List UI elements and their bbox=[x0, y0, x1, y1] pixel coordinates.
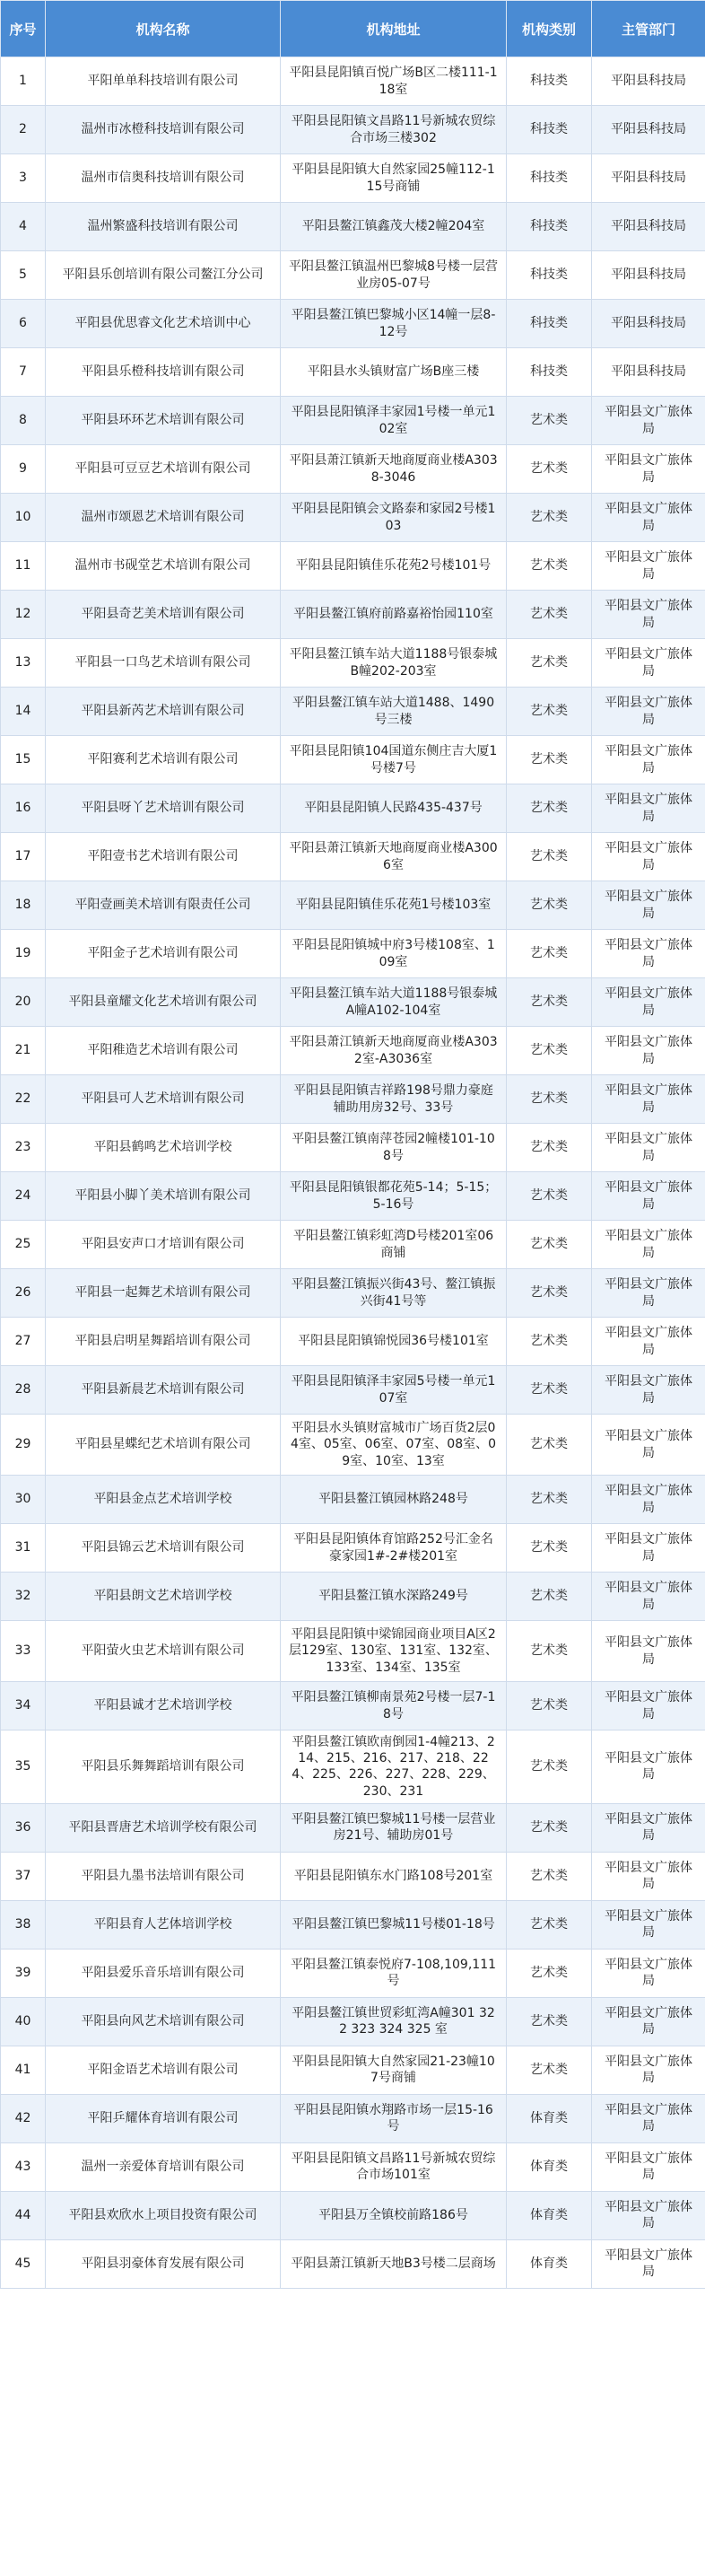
table-row bbox=[1, 1573, 705, 1621]
cell-category: 体育类 bbox=[507, 2142, 592, 2191]
cell-category: 艺术类 bbox=[507, 1027, 592, 1075]
table-row bbox=[1, 1803, 705, 1852]
cell-category: 科技类 bbox=[507, 300, 592, 348]
cell-department: 平阳县文广旅体局 bbox=[592, 1803, 705, 1852]
cell-name: 平阳县爱乐音乐培训有限公司 bbox=[46, 1949, 281, 1997]
cell-category: 艺术类 bbox=[507, 784, 592, 833]
cell-department: 平阳县文广旅体局 bbox=[592, 784, 705, 833]
cell-department: 平阳县文广旅体局 bbox=[592, 736, 705, 784]
table-row bbox=[1, 106, 705, 154]
cell-department: 平阳县科技局 bbox=[592, 251, 705, 300]
table-row bbox=[1, 2142, 705, 2191]
cell-department: 平阳县文广旅体局 bbox=[592, 1682, 705, 1730]
cell-address: 平阳县昆阳镇百悦广场B区二楼111-118室 bbox=[281, 57, 507, 106]
cell-department: 平阳县文广旅体局 bbox=[592, 1415, 705, 1476]
cell-department: 平阳县科技局 bbox=[592, 57, 705, 106]
cell-category: 科技类 bbox=[507, 251, 592, 300]
cell-address: 平阳县鳌江镇欧南倒园1-4幢213、214、215、216、217、218、224、225、226、227、228、229、230、231 bbox=[281, 1730, 507, 1804]
cell-address: 平阳县鳌江镇巴黎城11号楼一层营业房21号、辅助房01号 bbox=[281, 1803, 507, 1852]
cell-name: 平阳县锦云艺术培训有限公司 bbox=[46, 1524, 281, 1573]
table-row bbox=[1, 1221, 705, 1269]
table-row bbox=[1, 881, 705, 930]
cell-name: 平阳县羽豪体育发展有限公司 bbox=[46, 2239, 281, 2288]
cell-address: 平阳县昆阳镇吉祥路198号鼎力豪庭辅助用房32号、33号 bbox=[281, 1075, 507, 1124]
cell-index: 41 bbox=[1, 2046, 46, 2094]
table-row bbox=[1, 1476, 705, 1524]
table-row bbox=[1, 1900, 705, 1949]
table-row bbox=[1, 978, 705, 1027]
cell-name: 平阳县星蝶纪艺术培训有限公司 bbox=[46, 1415, 281, 1476]
cell-name: 平阳县乐橙科技培训有限公司 bbox=[46, 348, 281, 397]
cell-department: 平阳县文广旅体局 bbox=[592, 1318, 705, 1366]
cell-index: 17 bbox=[1, 833, 46, 881]
table-row bbox=[1, 2046, 705, 2094]
table-row bbox=[1, 1027, 705, 1075]
cell-index: 19 bbox=[1, 930, 46, 978]
cell-category: 艺术类 bbox=[507, 1415, 592, 1476]
cell-index: 28 bbox=[1, 1366, 46, 1415]
cell-department: 平阳县文广旅体局 bbox=[592, 1027, 705, 1075]
cell-department: 平阳县文广旅体局 bbox=[592, 1524, 705, 1573]
cell-address: 平阳县鳌江镇泰悦府7-108,109,111号 bbox=[281, 1949, 507, 1997]
cell-department: 平阳县文广旅体局 bbox=[592, 542, 705, 591]
cell-address: 平阳县昆阳镇大自然家园21-23幢107号商铺 bbox=[281, 2046, 507, 2094]
cell-department: 平阳县科技局 bbox=[592, 154, 705, 203]
cell-address: 平阳县萧江镇新天地商厦商业楼A3038-3046 bbox=[281, 445, 507, 494]
table-row bbox=[1, 251, 705, 300]
cell-name: 平阳赛利艺术培训有限公司 bbox=[46, 736, 281, 784]
cell-address: 平阳县昆阳镇城中府3号楼108室、109室 bbox=[281, 930, 507, 978]
cell-department: 平阳县文广旅体局 bbox=[592, 1124, 705, 1172]
cell-name: 温州一亲爱体育培训有限公司 bbox=[46, 2142, 281, 2191]
cell-department: 平阳县文广旅体局 bbox=[592, 1476, 705, 1524]
cell-category: 科技类 bbox=[507, 348, 592, 397]
table-row bbox=[1, 1075, 705, 1124]
cell-name: 平阳县启明星舞蹈培训有限公司 bbox=[46, 1318, 281, 1366]
cell-category: 艺术类 bbox=[507, 1366, 592, 1415]
cell-name: 平阳县小脚丫美术培训有限公司 bbox=[46, 1172, 281, 1221]
cell-index: 33 bbox=[1, 1621, 46, 1682]
cell-index: 31 bbox=[1, 1524, 46, 1573]
cell-name: 平阳萤火虫艺术培训有限公司 bbox=[46, 1621, 281, 1682]
cell-index: 5 bbox=[1, 251, 46, 300]
cell-name: 温州市信奥科技培训有限公司 bbox=[46, 154, 281, 203]
cell-name: 平阳壹书艺术培训有限公司 bbox=[46, 833, 281, 881]
cell-department: 平阳县文广旅体局 bbox=[592, 1900, 705, 1949]
cell-category: 科技类 bbox=[507, 106, 592, 154]
cell-index: 4 bbox=[1, 203, 46, 251]
cell-address: 平阳县昆阳镇人民路435-437号 bbox=[281, 784, 507, 833]
cell-category: 艺术类 bbox=[507, 833, 592, 881]
cell-name: 平阳县向风艺术培训有限公司 bbox=[46, 1997, 281, 2046]
cell-name: 平阳县鹤鸣艺术培训学校 bbox=[46, 1124, 281, 1172]
cell-department: 平阳县文广旅体局 bbox=[592, 833, 705, 881]
header-address: 机构地址 bbox=[281, 1, 507, 57]
cell-department: 平阳县文广旅体局 bbox=[592, 881, 705, 930]
cell-category: 艺术类 bbox=[507, 1803, 592, 1852]
cell-department: 平阳县科技局 bbox=[592, 106, 705, 154]
cell-address: 平阳县鳌江镇巴黎城小区14幢一层8-12号 bbox=[281, 300, 507, 348]
table-row bbox=[1, 494, 705, 542]
cell-address: 平阳县鳌江镇世贸彩虹湾A幢301 322 323 324 325 室 bbox=[281, 1997, 507, 2046]
cell-address: 平阳县鳌江镇巴黎城11号楼01-18号 bbox=[281, 1900, 507, 1949]
header-department: 主管部门 bbox=[592, 1, 705, 57]
cell-department: 平阳县文广旅体局 bbox=[592, 1366, 705, 1415]
cell-index: 7 bbox=[1, 348, 46, 397]
cell-name: 平阳县金点艺术培训学校 bbox=[46, 1476, 281, 1524]
cell-index: 43 bbox=[1, 2142, 46, 2191]
table-row bbox=[1, 1949, 705, 1997]
cell-name: 平阳县可豆豆艺术培训有限公司 bbox=[46, 445, 281, 494]
cell-department: 平阳县文广旅体局 bbox=[592, 1997, 705, 2046]
table-row bbox=[1, 591, 705, 639]
cell-address: 平阳县鳌江镇彩虹湾D号楼201室06商铺 bbox=[281, 1221, 507, 1269]
table-row bbox=[1, 203, 705, 251]
cell-name: 平阳县一口鸟艺术培训有限公司 bbox=[46, 639, 281, 688]
cell-address: 平阳县鳌江镇鑫茂大楼2幢204室 bbox=[281, 203, 507, 251]
cell-name: 平阳县新晨艺术培训有限公司 bbox=[46, 1366, 281, 1415]
cell-name: 平阳县诚才艺术培训学校 bbox=[46, 1682, 281, 1730]
cell-name: 温州市颂恩艺术培训有限公司 bbox=[46, 494, 281, 542]
cell-name: 温州市冰橙科技培训有限公司 bbox=[46, 106, 281, 154]
cell-address: 平阳县万全镇校前路186号 bbox=[281, 2191, 507, 2239]
cell-address: 平阳县昆阳镇体育馆路252号汇金名豪家园1#-2#楼201室 bbox=[281, 1524, 507, 1573]
cell-address: 平阳县鳌江镇南萍苍园2幢楼101-108号 bbox=[281, 1124, 507, 1172]
cell-category: 科技类 bbox=[507, 57, 592, 106]
table-row bbox=[1, 1172, 705, 1221]
cell-name: 平阳乒耀体育培训有限公司 bbox=[46, 2094, 281, 2142]
cell-department: 平阳县文广旅体局 bbox=[592, 445, 705, 494]
table-body bbox=[1, 57, 705, 2289]
cell-index: 29 bbox=[1, 1415, 46, 1476]
table-row bbox=[1, 348, 705, 397]
cell-category: 艺术类 bbox=[507, 1124, 592, 1172]
cell-index: 21 bbox=[1, 1027, 46, 1075]
cell-address: 平阳县昆阳镇锦悦园36号楼101室 bbox=[281, 1318, 507, 1366]
cell-address: 平阳县昆阳镇银都花苑5-14；5-15；5-16号 bbox=[281, 1172, 507, 1221]
cell-name: 平阳壹画美术培训有限责任公司 bbox=[46, 881, 281, 930]
cell-address: 平阳县萧江镇新天地商厦商业楼A3032室-A3036室 bbox=[281, 1027, 507, 1075]
cell-name: 平阳县呀丫艺术培训有限公司 bbox=[46, 784, 281, 833]
cell-category: 艺术类 bbox=[507, 736, 592, 784]
cell-name: 平阳县晋唐艺术培训学校有限公司 bbox=[46, 1803, 281, 1852]
cell-index: 10 bbox=[1, 494, 46, 542]
header-name: 机构名称 bbox=[46, 1, 281, 57]
cell-name: 平阳县育人艺体培训学校 bbox=[46, 1900, 281, 1949]
cell-name: 平阳金语艺术培训有限公司 bbox=[46, 2046, 281, 2094]
table-row bbox=[1, 1524, 705, 1573]
cell-index: 42 bbox=[1, 2094, 46, 2142]
cell-address: 平阳县鳌江镇水深路249号 bbox=[281, 1573, 507, 1621]
cell-department: 平阳县文广旅体局 bbox=[592, 639, 705, 688]
cell-name: 平阳县乐创培训有限公司鳌江分公司 bbox=[46, 251, 281, 300]
cell-address: 平阳县鳌江镇振兴街43号、鳌江镇振兴街41号等 bbox=[281, 1269, 507, 1318]
table-header-row bbox=[1, 1, 705, 57]
table-row bbox=[1, 2191, 705, 2239]
cell-category: 艺术类 bbox=[507, 542, 592, 591]
cell-address: 平阳县鳌江镇车站大道1188号银泰城B幢202-203室 bbox=[281, 639, 507, 688]
cell-department: 平阳县文广旅体局 bbox=[592, 591, 705, 639]
table-row bbox=[1, 736, 705, 784]
cell-index: 25 bbox=[1, 1221, 46, 1269]
cell-category: 艺术类 bbox=[507, 1621, 592, 1682]
cell-department: 平阳县文广旅体局 bbox=[592, 978, 705, 1027]
cell-address: 平阳县鳌江镇园林路248号 bbox=[281, 1476, 507, 1524]
cell-index: 16 bbox=[1, 784, 46, 833]
table-row bbox=[1, 1415, 705, 1476]
cell-department: 平阳县文广旅体局 bbox=[592, 2094, 705, 2142]
table-row bbox=[1, 154, 705, 203]
cell-department: 平阳县文广旅体局 bbox=[592, 1573, 705, 1621]
cell-category: 艺术类 bbox=[507, 688, 592, 736]
cell-category: 艺术类 bbox=[507, 591, 592, 639]
cell-address: 平阳县昆阳镇中梁锦园商业项目A区2层129室、130室、131室、132室、133室、134室、135室 bbox=[281, 1621, 507, 1682]
cell-index: 44 bbox=[1, 2191, 46, 2239]
cell-index: 2 bbox=[1, 106, 46, 154]
cell-name: 温州市书砚堂艺术培训有限公司 bbox=[46, 542, 281, 591]
cell-category: 艺术类 bbox=[507, 1075, 592, 1124]
cell-category: 艺术类 bbox=[507, 1318, 592, 1366]
cell-category: 艺术类 bbox=[507, 1172, 592, 1221]
cell-category: 体育类 bbox=[507, 2094, 592, 2142]
cell-index: 8 bbox=[1, 397, 46, 445]
cell-department: 平阳县文广旅体局 bbox=[592, 1852, 705, 1900]
cell-department: 平阳县文广旅体局 bbox=[592, 1730, 705, 1804]
cell-category: 艺术类 bbox=[507, 1730, 592, 1804]
cell-index: 35 bbox=[1, 1730, 46, 1804]
cell-index: 30 bbox=[1, 1476, 46, 1524]
header-category: 机构类别 bbox=[507, 1, 592, 57]
cell-address: 平阳县昆阳镇104国道东侧庄吉大厦1号楼7号 bbox=[281, 736, 507, 784]
cell-department: 平阳县科技局 bbox=[592, 300, 705, 348]
table-row bbox=[1, 1318, 705, 1366]
cell-department: 平阳县文广旅体局 bbox=[592, 1949, 705, 1997]
cell-category: 艺术类 bbox=[507, 1476, 592, 1524]
cell-index: 18 bbox=[1, 881, 46, 930]
cell-category: 艺术类 bbox=[507, 2046, 592, 2094]
table-row bbox=[1, 1124, 705, 1172]
header-index: 序号 bbox=[1, 1, 46, 57]
cell-address: 平阳县昆阳镇会文路泰和家园2号楼103 bbox=[281, 494, 507, 542]
cell-category: 艺术类 bbox=[507, 1682, 592, 1730]
cell-department: 平阳县文广旅体局 bbox=[592, 1075, 705, 1124]
cell-index: 15 bbox=[1, 736, 46, 784]
cell-category: 艺术类 bbox=[507, 639, 592, 688]
table-row bbox=[1, 542, 705, 591]
cell-category: 体育类 bbox=[507, 2191, 592, 2239]
table-row bbox=[1, 397, 705, 445]
cell-index: 37 bbox=[1, 1852, 46, 1900]
table-row bbox=[1, 1730, 705, 1804]
cell-department: 平阳县文广旅体局 bbox=[592, 1172, 705, 1221]
cell-name: 平阳县优思睿文化艺术培训中心 bbox=[46, 300, 281, 348]
table-row bbox=[1, 1269, 705, 1318]
cell-category: 艺术类 bbox=[507, 1573, 592, 1621]
cell-department: 平阳县科技局 bbox=[592, 348, 705, 397]
cell-category: 艺术类 bbox=[507, 1221, 592, 1269]
cell-address: 平阳县昆阳镇大自然家园25幢112-115号商铺 bbox=[281, 154, 507, 203]
cell-index: 9 bbox=[1, 445, 46, 494]
cell-name: 平阳县一起舞艺术培训有限公司 bbox=[46, 1269, 281, 1318]
cell-category: 艺术类 bbox=[507, 1949, 592, 1997]
table-row bbox=[1, 1682, 705, 1730]
cell-index: 14 bbox=[1, 688, 46, 736]
cell-index: 38 bbox=[1, 1900, 46, 1949]
cell-address: 平阳县昆阳镇佳乐花苑1号楼103室 bbox=[281, 881, 507, 930]
cell-name: 平阳县九墨书法培训有限公司 bbox=[46, 1852, 281, 1900]
cell-index: 20 bbox=[1, 978, 46, 1027]
cell-department: 平阳县文广旅体局 bbox=[592, 397, 705, 445]
cell-address: 平阳县鳌江镇车站大道1488、1490号三楼 bbox=[281, 688, 507, 736]
cell-name: 温州繁盛科技培训有限公司 bbox=[46, 203, 281, 251]
cell-category: 科技类 bbox=[507, 154, 592, 203]
cell-index: 13 bbox=[1, 639, 46, 688]
cell-category: 艺术类 bbox=[507, 397, 592, 445]
cell-address: 平阳县鳌江镇府前路嘉裕怡园110室 bbox=[281, 591, 507, 639]
cell-index: 45 bbox=[1, 2239, 46, 2288]
cell-address: 平阳县鳌江镇柳南景苑2号楼一层7-18号 bbox=[281, 1682, 507, 1730]
cell-department: 平阳县文广旅体局 bbox=[592, 930, 705, 978]
table-row bbox=[1, 1366, 705, 1415]
cell-index: 26 bbox=[1, 1269, 46, 1318]
cell-name: 平阳县奇艺美术培训有限公司 bbox=[46, 591, 281, 639]
cell-name: 平阳金子艺术培训有限公司 bbox=[46, 930, 281, 978]
cell-index: 6 bbox=[1, 300, 46, 348]
cell-category: 艺术类 bbox=[507, 494, 592, 542]
cell-department: 平阳县文广旅体局 bbox=[592, 494, 705, 542]
cell-category: 艺术类 bbox=[507, 1852, 592, 1900]
cell-name: 平阳单单科技培训有限公司 bbox=[46, 57, 281, 106]
table-row bbox=[1, 1997, 705, 2046]
table-row bbox=[1, 300, 705, 348]
table-row bbox=[1, 784, 705, 833]
table-row bbox=[1, 2239, 705, 2288]
cell-category: 艺术类 bbox=[507, 881, 592, 930]
cell-category: 艺术类 bbox=[507, 978, 592, 1027]
cell-index: 3 bbox=[1, 154, 46, 203]
cell-name: 平阳县可人艺术培训有限公司 bbox=[46, 1075, 281, 1124]
cell-index: 12 bbox=[1, 591, 46, 639]
table-row bbox=[1, 57, 705, 106]
cell-category: 艺术类 bbox=[507, 1524, 592, 1573]
cell-name: 平阳县乐舞舞蹈培训有限公司 bbox=[46, 1730, 281, 1804]
cell-address: 平阳县昆阳镇佳乐花苑2号楼101号 bbox=[281, 542, 507, 591]
cell-address: 平阳县昆阳镇水翔路市场一层15-16号 bbox=[281, 2094, 507, 2142]
table-row bbox=[1, 2094, 705, 2142]
cell-name: 平阳县童耀文化艺术培训有限公司 bbox=[46, 978, 281, 1027]
cell-index: 22 bbox=[1, 1075, 46, 1124]
cell-department: 平阳县文广旅体局 bbox=[592, 1221, 705, 1269]
table-row bbox=[1, 833, 705, 881]
cell-department: 平阳县科技局 bbox=[592, 203, 705, 251]
cell-department: 平阳县文广旅体局 bbox=[592, 2239, 705, 2288]
cell-name: 平阳县朗文艺术培训学校 bbox=[46, 1573, 281, 1621]
cell-address: 平阳县鳌江镇车站大道1188号银泰城A幢A102-104室 bbox=[281, 978, 507, 1027]
cell-name: 平阳稚造艺术培训有限公司 bbox=[46, 1027, 281, 1075]
cell-index: 1 bbox=[1, 57, 46, 106]
cell-category: 科技类 bbox=[507, 203, 592, 251]
cell-name: 平阳县环环艺术培训有限公司 bbox=[46, 397, 281, 445]
cell-name: 平阳县新芮艺术培训有限公司 bbox=[46, 688, 281, 736]
cell-department: 平阳县文广旅体局 bbox=[592, 1269, 705, 1318]
cell-index: 11 bbox=[1, 542, 46, 591]
table-row bbox=[1, 639, 705, 688]
cell-category: 艺术类 bbox=[507, 1269, 592, 1318]
cell-index: 34 bbox=[1, 1682, 46, 1730]
cell-index: 36 bbox=[1, 1803, 46, 1852]
cell-address: 平阳县昆阳镇文昌路11号新城农贸综合市场三楼302 bbox=[281, 106, 507, 154]
cell-category: 艺术类 bbox=[507, 1900, 592, 1949]
cell-department: 平阳县文广旅体局 bbox=[592, 2046, 705, 2094]
cell-index: 39 bbox=[1, 1949, 46, 1997]
table-row bbox=[1, 1621, 705, 1682]
cell-category: 艺术类 bbox=[507, 930, 592, 978]
cell-name: 平阳县安声口才培训有限公司 bbox=[46, 1221, 281, 1269]
cell-index: 23 bbox=[1, 1124, 46, 1172]
table-row bbox=[1, 688, 705, 736]
cell-category: 艺术类 bbox=[507, 445, 592, 494]
cell-address: 平阳县萧江镇新天地商厦商业楼A3006室 bbox=[281, 833, 507, 881]
cell-index: 32 bbox=[1, 1573, 46, 1621]
table-row bbox=[1, 930, 705, 978]
table-row bbox=[1, 1852, 705, 1900]
cell-category: 艺术类 bbox=[507, 1997, 592, 2046]
cell-address: 平阳县水头镇财富广场B座三楼 bbox=[281, 348, 507, 397]
table-row bbox=[1, 445, 705, 494]
cell-department: 平阳县文广旅体局 bbox=[592, 1621, 705, 1682]
cell-address: 平阳县萧江镇新天地B3号楼二层商场 bbox=[281, 2239, 507, 2288]
cell-name: 平阳县欢欣水上项目投资有限公司 bbox=[46, 2191, 281, 2239]
cell-address: 平阳县昆阳镇东水门路108号201室 bbox=[281, 1852, 507, 1900]
cell-department: 平阳县文广旅体局 bbox=[592, 688, 705, 736]
cell-department: 平阳县文广旅体局 bbox=[592, 2142, 705, 2191]
cell-address: 平阳县鳌江镇温州巴黎城8号楼一层营业房05-07号 bbox=[281, 251, 507, 300]
cell-address: 平阳县昆阳镇泽丰家园1号楼一单元102室 bbox=[281, 397, 507, 445]
cell-index: 24 bbox=[1, 1172, 46, 1221]
cell-index: 27 bbox=[1, 1318, 46, 1366]
cell-address: 平阳县水头镇财富城市广场百货2层04室、05室、06室、07室、08室、09室、10室、13室 bbox=[281, 1415, 507, 1476]
cell-department: 平阳县文广旅体局 bbox=[592, 2191, 705, 2239]
cell-address: 平阳县昆阳镇泽丰家园5号楼一单元107室 bbox=[281, 1366, 507, 1415]
cell-index: 40 bbox=[1, 1997, 46, 2046]
cell-category: 体育类 bbox=[507, 2239, 592, 2288]
cell-address: 平阳县昆阳镇文昌路11号新城农贸综合市场101室 bbox=[281, 2142, 507, 2191]
